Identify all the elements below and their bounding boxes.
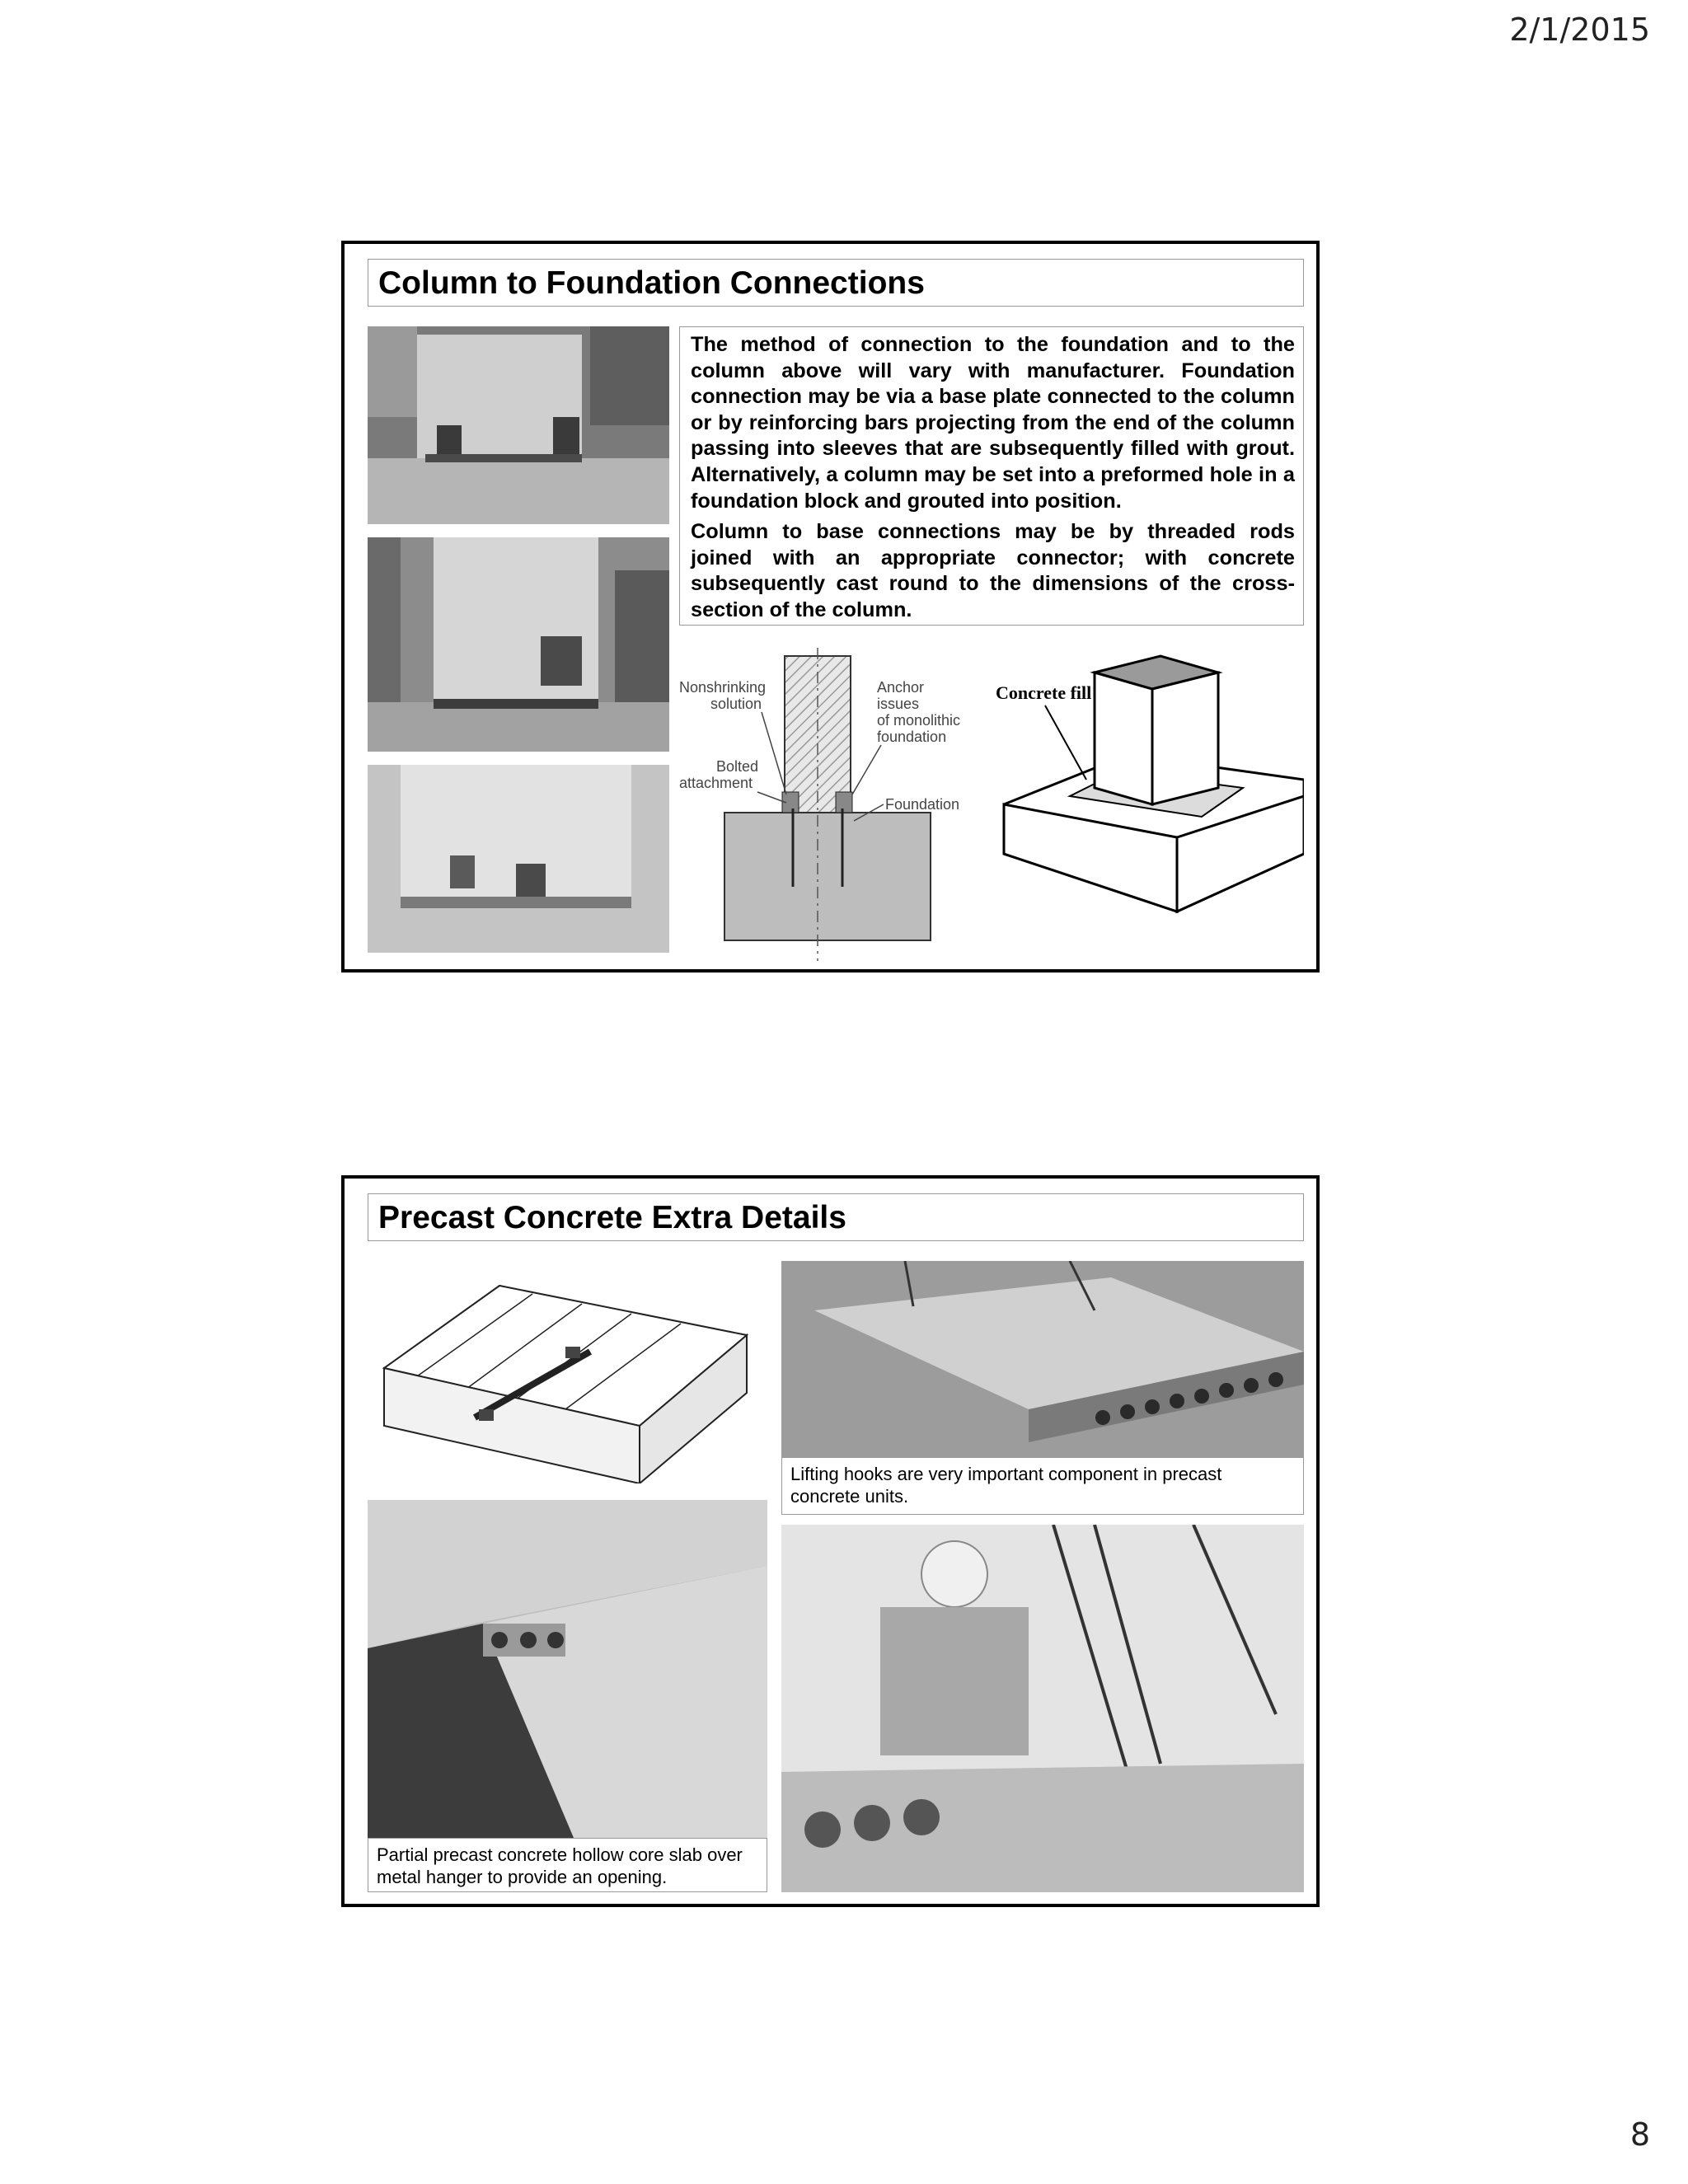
hollow-core-slab-lifting-photo	[781, 1261, 1304, 1457]
column-base-photo-3	[368, 765, 669, 953]
label-foundation: Foundation	[885, 796, 960, 813]
slide-precast-details	[341, 1175, 1320, 1907]
slide-column-foundation	[341, 241, 1320, 972]
description-paragraph-2: Column to base connections may be by threaded rods joined with an appropriate connector; with concrete subsequently cast round to the dimensions of the cross-section of the column.	[691, 520, 1295, 621]
worker-lifting-hook-photo	[781, 1525, 1304, 1892]
bolted-connection-diagram	[679, 648, 984, 961]
label-issues: issues	[877, 696, 920, 712]
label-foundation-anchor: foundation	[877, 729, 947, 745]
page-number: 8	[1629, 2116, 1650, 2153]
description-paragraph-1: The method of connection to the foundation and to the column above will vary with manufacturer. Foundation connection may be via a base plate connected to the column or by reinforcing bars projecting from the end of the column passing into sleeves that are subsequently filled with grout. Alternatively, a column may be set into a preformed hole in a foundation block and grouted into position.	[691, 333, 1295, 513]
column-base-photo-1	[368, 326, 669, 524]
label-attachment: attachment	[679, 775, 753, 791]
label-nonshrinking: Nonshrinking	[679, 679, 767, 696]
slide-title: Column to Foundation Connections	[368, 259, 1304, 307]
slide-title: Precast Concrete Extra Details	[368, 1193, 1304, 1241]
column-base-photo-2	[368, 537, 669, 752]
label-anchor: Anchor	[877, 679, 925, 696]
page-date: 2/1/2015	[1509, 12, 1650, 48]
concrete-fill-diagram	[996, 640, 1304, 961]
label-bolted: Bolted	[716, 758, 759, 775]
label-solution: solution	[710, 696, 762, 712]
caption-lifting-hooks: Lifting hooks are very important component in precast concrete units.	[781, 1457, 1304, 1515]
floor-panel-drawing	[368, 1261, 767, 1483]
label-concrete-fill: Concrete fill	[996, 682, 1092, 703]
description-text-box	[679, 326, 1304, 626]
label-monolithic: of monolithic	[877, 712, 961, 729]
caption-hollow-core-opening: Partial precast concrete hollow core slab over metal hanger to provide an opening.	[368, 1838, 767, 1892]
slab-opening-photo	[368, 1500, 767, 1838]
